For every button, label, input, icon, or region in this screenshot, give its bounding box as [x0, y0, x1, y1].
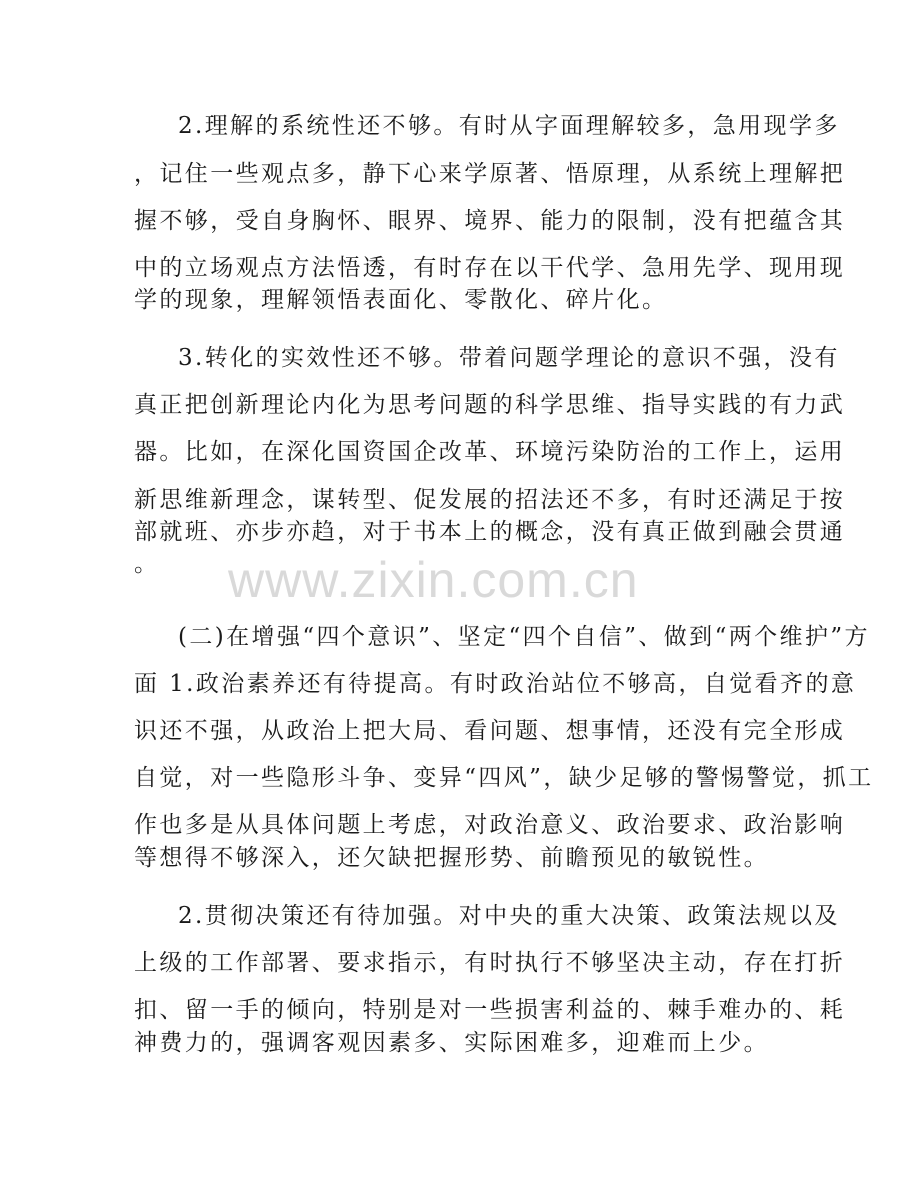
paragraph-line: 学的现象，理解领悟表面化、零散化、碎片化。	[134, 287, 668, 313]
paragraph-line: 自觉，对一些隐形斗争、变异“四风”，缺少足够的警惕警觉，抓工	[134, 765, 874, 791]
paragraph-line: 器。比如，在深化国资国企改革、环境污染防治的工作上，运用	[134, 439, 846, 465]
paragraph-line: ，记住一些观点多，静下心来学原著、悟原理，从系统上理解把	[134, 161, 846, 187]
paragraph-line: 部就班、亦步亦趋，对于书本上的概念，没有真正做到融会贯通	[134, 519, 846, 545]
paragraph-line: 等想得不够深入，还欠缺把握形势、前瞻预见的敏锐性。	[134, 845, 769, 871]
paragraph-line: 2.贯彻决策还有待加强。对中央的重大决策、政策法规以及	[178, 903, 840, 929]
paragraph-line: 新思维新理念，谋转型、促发展的招法还不多，有时还满足于按	[134, 487, 846, 513]
paragraph-line: (二)在增强“四个意识”、坚定“四个自信”、做到“两个维护”方	[178, 624, 870, 650]
paragraph-line: 3.转化的实效性还不够。带着问题学理论的意识不强，没有	[178, 345, 840, 371]
paragraph-line: 识还不强，从政治上把大局、看问题、想事情，还没有完全形成	[134, 718, 846, 744]
paragraph-line: 神费力的，强调客观因素多、实际困难多，迎难而上少。	[134, 1030, 769, 1056]
watermark: www.zixin.com.cn	[228, 552, 639, 608]
paragraph-line: 中的立场观点方法悟透，有时存在以干代学、急用先学、现用现	[134, 255, 846, 281]
paragraph-line: 。	[134, 551, 160, 577]
paragraph-line: 上级的工作部署、要求指示，有时执行不够坚决主动，存在打折	[134, 950, 846, 976]
paragraph-line: 2.理解的系统性还不够。有时从字面理解较多，急用现学多	[178, 113, 840, 139]
paragraph-line: 握不够，受自身胸怀、眼界、境界、能力的限制，没有把蕴含其	[134, 208, 846, 234]
paragraph-line: 面 1.政治素养还有待提高。有时政治站位不够高，自觉看齐的意	[134, 671, 857, 697]
paragraph-line: 作也多是从具体问题上考虑，对政治意义、政治要求、政治影响	[134, 812, 846, 838]
paragraph-line: 真正把创新理论内化为思考问题的科学思维、指导实践的有力武	[134, 392, 846, 418]
paragraph-line: 扣、留一手的倾向，特别是对一些损害利益的、棘手难办的、耗	[134, 997, 846, 1023]
